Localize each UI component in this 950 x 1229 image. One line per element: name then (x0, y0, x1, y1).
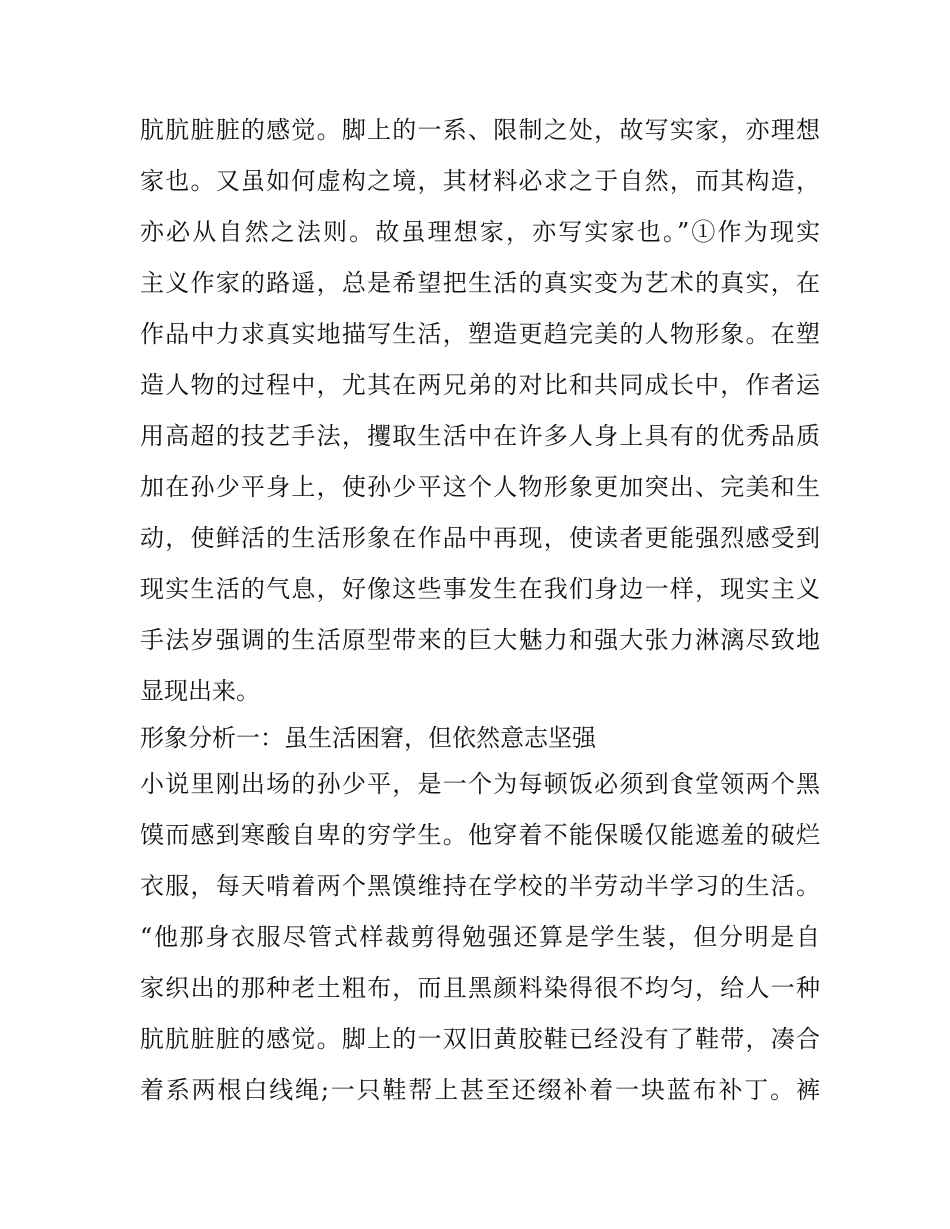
text-line: 作品中力求真实地描写生活，塑造更趋完美的人物形象。在塑 (140, 320, 820, 348)
text-line: 用高超的技艺手法，攫取生活中在许多人身上具有的优秀品质 (140, 422, 820, 450)
text-line: 主义作家的路遥，总是希望把生活的真实变为艺术的真实，在 (140, 269, 820, 297)
text-line: 造人物的过程中，尤其在两兄弟的对比和共同成长中，作者运 (140, 371, 820, 399)
text-line: 显现出来。 (140, 677, 260, 705)
text-line: 肮肮脏脏的感觉。脚上的一系、限制之处，故写实家，亦理想 (140, 116, 820, 144)
text-line: 动，使鲜活的生活形象在作品中再现，使读者更能强烈感受到 (140, 524, 820, 552)
text-line: 肮肮脏脏的感觉。脚上的一双旧黄胶鞋已经没有了鞋带，凑合 (140, 1025, 820, 1053)
text-line: 家织出的那种老土粗布，而且黑颜料染得很不均匀，给人一种 (140, 974, 820, 1002)
text-line: 小说里刚出场的孙少平，是一个为每顿饭必须到食堂领两个黑 (140, 770, 820, 798)
text-line: 手法岁强调的生活原型带来的巨大魅力和强大张力淋漓尽致地 (140, 626, 820, 654)
body-text (140, 105, 820, 1116)
text-line: 家也。又虽如何虚构之境，其材料必求之于自然，而其构造， (140, 167, 820, 195)
text-line: 着系两根白线绳;一只鞋帮上甚至还缀补着一块蓝布补丁。裤 (140, 1076, 820, 1104)
section-heading: 形象分析一：虽生活困窘，但依然意志坚强 (140, 724, 596, 752)
text-line: 现实生活的气息，好像这些事发生在我们身边一样，现实主义 (140, 575, 820, 603)
text-line: 衣服，每天啃着两个黑馍维持在学校的半劳动半学习的生活。 (140, 872, 820, 900)
text-line: 馍而感到寒酸自卑的穷学生。他穿着不能保暖仅能遮羞的破烂 (140, 821, 820, 849)
text-line: 亦必从自然之法则。故虽理想家，亦写实家也。”①作为现实 (140, 218, 820, 246)
text-line: “他那身衣服尽管式样裁剪得勉强还算是学生装，但分明是自 (140, 923, 820, 951)
text-line: 加在孙少平身上，使孙少平这个人物形象更加突出、完美和生 (140, 473, 820, 501)
